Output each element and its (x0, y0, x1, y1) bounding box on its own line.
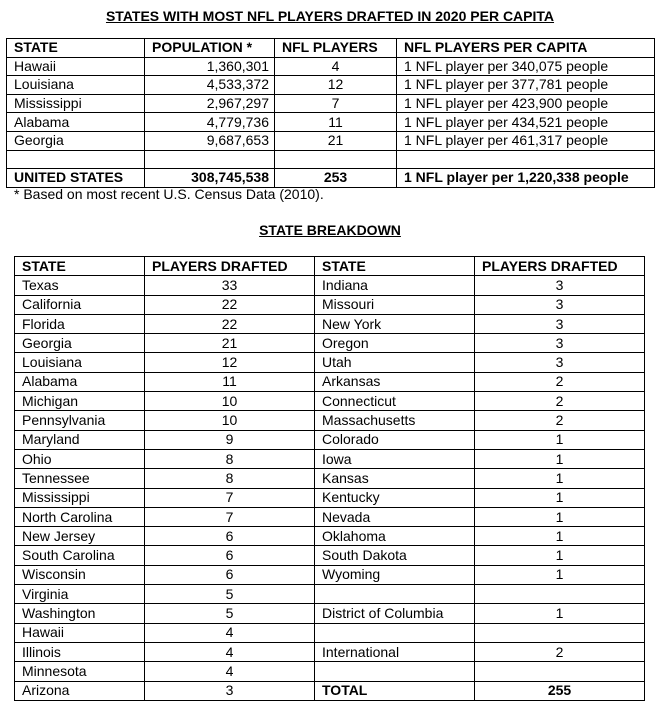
cell-drafted-left: 22 (145, 314, 315, 333)
cell-drafted-right: 1 (475, 527, 645, 546)
cell-drafted-right: 2 (475, 642, 645, 661)
cell-state-left: Hawaii (15, 623, 145, 642)
table-row (15, 469, 645, 488)
cell-state-right: Oregon (315, 334, 475, 353)
cell-drafted-left: 33 (145, 276, 315, 295)
cell-state-left: Mississippi (15, 488, 145, 507)
cell-drafted-left: 3 (145, 681, 315, 700)
cell-drafted-right: 1 (475, 449, 645, 468)
cell-drafted-left: 8 (145, 449, 315, 468)
cell-state-left: Ohio (15, 449, 145, 468)
cell-drafted-right (475, 662, 645, 681)
cell-drafted-left: 4 (145, 642, 315, 661)
cell-players: 7 (275, 94, 397, 113)
cell-state-right (315, 585, 475, 604)
cell-state-right: International (315, 642, 475, 661)
cell-state-right: Kentucky (315, 488, 475, 507)
cell-drafted-left: 21 (145, 334, 315, 353)
table-row (15, 527, 645, 546)
cell-state-left: California (15, 295, 145, 314)
cell-drafted-left: 5 (145, 585, 315, 604)
header-state-left: STATE (15, 257, 145, 276)
cell-state-left: North Carolina (15, 507, 145, 526)
cell-drafted-right: 1 (475, 430, 645, 449)
cell-state-left: South Carolina (15, 546, 145, 565)
cell-players: 21 (275, 131, 397, 150)
table-row (15, 314, 645, 333)
table-row (15, 392, 645, 411)
cell-state-right: Missouri (315, 295, 475, 314)
table-row (15, 353, 645, 372)
cell-population: 2,967,297 (145, 94, 275, 113)
cell-state-left: Pennsylvania (15, 411, 145, 430)
total-population: 308,745,538 (145, 169, 275, 188)
cell-state-left: Michigan (15, 392, 145, 411)
table-row (15, 276, 645, 295)
header-state: STATE (7, 39, 145, 58)
header-drafted-right: PLAYERS DRAFTED (475, 257, 645, 276)
cell-drafted-right (475, 623, 645, 642)
cell-drafted-left: 8 (145, 469, 315, 488)
cell-drafted-right: 1 (475, 507, 645, 526)
table-row (15, 430, 645, 449)
cell-state-left: Illinois (15, 642, 145, 661)
cell-drafted-right: 1 (475, 488, 645, 507)
cell-drafted-left: 5 (145, 604, 315, 623)
cell-drafted-right: 2 (475, 411, 645, 430)
cell-state (7, 150, 145, 169)
cell-state-right: Connecticut (315, 392, 475, 411)
table-row (15, 334, 645, 353)
cell-state-left: Washington (15, 604, 145, 623)
cell-state-right: District of Columbia (315, 604, 475, 623)
table-row (15, 623, 645, 642)
cell-per-capita (397, 150, 655, 169)
table-row (15, 604, 645, 623)
state-breakdown-table (14, 256, 645, 701)
table-row (15, 546, 645, 565)
table-row (7, 150, 655, 169)
cell-state-left: Texas (15, 276, 145, 295)
cell-drafted-right: 3 (475, 334, 645, 353)
table-row (15, 585, 645, 604)
table-row (7, 57, 655, 76)
cell-population: 4,533,372 (145, 76, 275, 95)
table1-title: STATES WITH MOST NFL PLAYERS DRAFTED IN 2020 PER CAPITA (105, 8, 555, 24)
cell-drafted-left: 10 (145, 392, 315, 411)
cell-state-right: Iowa (315, 449, 475, 468)
cell-per-capita: 1 NFL player per 461,317 people (397, 131, 655, 150)
table-row (15, 507, 645, 526)
cell-drafted-left: 10 (145, 411, 315, 430)
cell-drafted-left: 6 (145, 565, 315, 584)
table-header-row (15, 257, 645, 276)
cell-drafted-left: 7 (145, 488, 315, 507)
total-label: UNITED STATES (7, 169, 145, 188)
table-row (15, 488, 645, 507)
cell-state-right: Wyoming (315, 565, 475, 584)
header-per-capita: NFL PLAYERS PER CAPITA (397, 39, 655, 58)
cell-population (145, 150, 275, 169)
cell-state-right: Arkansas (315, 372, 475, 391)
cell-state-left: Maryland (15, 430, 145, 449)
table-header-row (7, 39, 655, 58)
cell-state-right: Utah (315, 353, 475, 372)
cell-drafted-right: 1 (475, 546, 645, 565)
cell-per-capita: 1 NFL player per 377,781 people (397, 76, 655, 95)
cell-state-right: Nevada (315, 507, 475, 526)
cell-drafted-right: 1 (475, 469, 645, 488)
cell-state-right: New York (315, 314, 475, 333)
cell-state-right (315, 623, 475, 642)
header-nfl-players: NFL PLAYERS (275, 39, 397, 58)
cell-state-right (315, 662, 475, 681)
cell-state-left: Arizona (15, 681, 145, 700)
table-row (15, 449, 645, 468)
cell-drafted-left: 4 (145, 623, 315, 642)
cell-population: 4,779,736 (145, 113, 275, 132)
cell-drafted-left: 22 (145, 295, 315, 314)
cell-state-left: Florida (15, 314, 145, 333)
table-row (7, 94, 655, 113)
cell-players: 4 (275, 57, 397, 76)
total-per-capita: 1 NFL player per 1,220,338 people (397, 169, 655, 188)
table-row (7, 131, 655, 150)
cell-drafted-right: 3 (475, 353, 645, 372)
header-state-right: STATE (315, 257, 475, 276)
cell-state: Hawaii (7, 57, 145, 76)
total-players: 253 (275, 169, 397, 188)
cell-state-right: Indiana (315, 276, 475, 295)
cell-state: Louisiana (7, 76, 145, 95)
header-population: POPULATION * (145, 39, 275, 58)
cell-state-right: Massachusetts (315, 411, 475, 430)
cell-state-left: Tennessee (15, 469, 145, 488)
cell-state-right: South Dakota (315, 546, 475, 565)
cell-state-left: Wisconsin (15, 565, 145, 584)
cell-state-left: New Jersey (15, 527, 145, 546)
cell-drafted-left: 9 (145, 430, 315, 449)
table-row (15, 565, 645, 584)
cell-players: 12 (275, 76, 397, 95)
table-row (15, 372, 645, 391)
cell-state-left: Louisiana (15, 353, 145, 372)
cell-state: Alabama (7, 113, 145, 132)
cell-per-capita: 1 NFL player per 434,521 people (397, 113, 655, 132)
cell-drafted-right: 3 (475, 276, 645, 295)
cell-drafted-left: 11 (145, 372, 315, 391)
cell-population: 9,687,653 (145, 131, 275, 150)
cell-state-right: Colorado (315, 430, 475, 449)
cell-state: Mississippi (7, 94, 145, 113)
cell-state-left: Georgia (15, 334, 145, 353)
footnote: * Based on most recent U.S. Census Data (2010). (14, 186, 324, 202)
cell-population: 1,360,301 (145, 57, 275, 76)
cell-state-right: TOTAL (315, 681, 475, 700)
cell-state-left: Minnesota (15, 662, 145, 681)
cell-drafted-right: 1 (475, 604, 645, 623)
cell-players (275, 150, 397, 169)
table-row (15, 411, 645, 430)
cell-state-left: Alabama (15, 372, 145, 391)
cell-state: Georgia (7, 131, 145, 150)
cell-state-left: Virginia (15, 585, 145, 604)
cell-drafted-right: 3 (475, 295, 645, 314)
table2-title: STATE BREAKDOWN (259, 222, 401, 238)
cell-per-capita: 1 NFL player per 423,900 people (397, 94, 655, 113)
cell-drafted-right: 3 (475, 314, 645, 333)
header-drafted-left: PLAYERS DRAFTED (145, 257, 315, 276)
cell-drafted-right: 255 (475, 681, 645, 700)
cell-state-right: Kansas (315, 469, 475, 488)
cell-drafted-right: 2 (475, 372, 645, 391)
cell-drafted-right (475, 585, 645, 604)
cell-players: 11 (275, 113, 397, 132)
per-capita-table (6, 38, 655, 188)
cell-state-right: Oklahoma (315, 527, 475, 546)
cell-drafted-left: 6 (145, 527, 315, 546)
cell-drafted-right: 1 (475, 565, 645, 584)
cell-drafted-left: 6 (145, 546, 315, 565)
table-row (15, 681, 645, 700)
table-row (15, 295, 645, 314)
cell-drafted-right: 2 (475, 392, 645, 411)
cell-drafted-left: 4 (145, 662, 315, 681)
cell-drafted-left: 12 (145, 353, 315, 372)
table-row (7, 113, 655, 132)
table-row (15, 642, 645, 661)
table-row (7, 76, 655, 95)
cell-drafted-left: 7 (145, 507, 315, 526)
cell-per-capita: 1 NFL player per 340,075 people (397, 57, 655, 76)
total-row (7, 169, 655, 188)
table-row (15, 662, 645, 681)
